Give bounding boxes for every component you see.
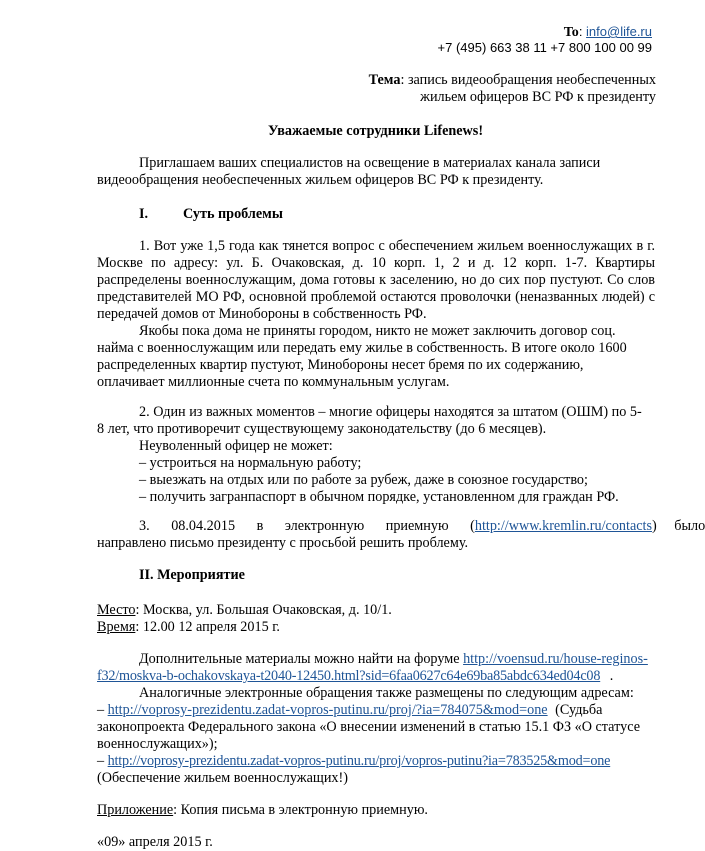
p3-line-2: 8 лет, что противоречит существующему законодательству (до 6 месяцев). bbox=[97, 421, 547, 437]
attachment-text: : Копия письма в электронную приемную. bbox=[173, 802, 428, 818]
link-a-desc-1: (Судьба bbox=[551, 702, 603, 718]
intro-line-1: Приглашаем ваших специалистов на освещение в материалах канала записи bbox=[139, 155, 601, 171]
more-end: . bbox=[606, 668, 614, 684]
more-line-2 bbox=[97, 668, 613, 685]
subject-text-2: жильем офицеров ВС РФ к президенту bbox=[420, 89, 656, 105]
intro-line-2: видеообращения необеспеченных жильем офицеров ВС РФ к президенту. bbox=[97, 172, 544, 188]
time-label: Время bbox=[97, 619, 136, 635]
place-label: Место bbox=[97, 602, 136, 618]
p2-line-2: найма с военнослужащим или передать ему жилье в собственность. В итоге около 1600 bbox=[97, 340, 627, 356]
link-a-line bbox=[97, 702, 602, 719]
voprosy-link-2[interactable]: http://voprosy-prezidentu.zadat-vopros-putinu.ru/proj/vopros-putinu?ia=783525&mod=one bbox=[107, 753, 611, 769]
p5-before: 3. 08.04.2015 в электронную приемную ( bbox=[139, 518, 475, 534]
p1-line: 1. Вот уже 1,5 года как тянется вопрос с обеспечением жильем военнослужащих в г. bbox=[139, 238, 655, 254]
subject-text-1: запись видеообращения необеспеченных bbox=[407, 72, 656, 88]
p1-last-line: передачей домов от Минобороны в собственность РФ. bbox=[97, 306, 427, 322]
section2-title: II. Мероприятие bbox=[139, 567, 245, 583]
restriction-item: – получить загранпаспорт в обычном порядке, установленном для граждан РФ. bbox=[139, 489, 619, 505]
p1-line: Москве по адресу: ул. Б. Очаковская, д. 10 корп. 1, 2 и д. 12 корп. 1-7. Квартиры bbox=[97, 255, 655, 271]
p1-line: представителей МО РФ, основной проблемой остаются проволочки (неназванных людей) с bbox=[97, 289, 655, 305]
p2-line-4: оплачивает миллионные счета по коммунальным услугам. bbox=[97, 374, 450, 390]
kremlin-link[interactable]: http://www.kremlin.ru/contacts bbox=[474, 518, 653, 534]
p5-after: ) было bbox=[652, 518, 705, 534]
letter-date: «09» апреля 2015 г. bbox=[97, 834, 213, 850]
link-b-dash: – bbox=[97, 753, 108, 769]
section1-number: I. bbox=[139, 206, 149, 222]
time-line bbox=[97, 619, 280, 636]
place-line bbox=[97, 602, 392, 619]
restriction-item: – устроиться на нормальную работу; bbox=[139, 455, 362, 471]
paragraph-1 bbox=[97, 238, 655, 306]
p2-line-3: распределенных квартир пустуют, Минобороны несет бремя по их содержанию, bbox=[97, 357, 584, 373]
more-text: Дополнительные материалы можно найти на форуме bbox=[139, 651, 464, 667]
greeting: Уважаемые сотрудники Lifenews! bbox=[268, 123, 484, 139]
link-a-desc-3: военнослужащих»); bbox=[97, 736, 218, 752]
to-line: To: info@life.ru bbox=[563, 24, 652, 40]
place-value: : Москва, ул. Большая Очаковская, д. 10/1. bbox=[135, 602, 392, 618]
attachment-label: Приложение bbox=[97, 802, 174, 818]
link-b-desc: (Обеспечение жильем военнослужащих!) bbox=[97, 770, 348, 786]
similar-text: Аналогичные электронные обращения также размещены по следующим адресам: bbox=[139, 685, 634, 701]
p5-line-1 bbox=[139, 518, 705, 535]
attachment-line bbox=[97, 802, 428, 819]
to-label: To bbox=[563, 25, 579, 40]
restriction-item: – выезжать на отдых или по работе за рубеж, даже в союзное государство; bbox=[139, 472, 588, 488]
section1-title: Суть проблемы bbox=[183, 206, 283, 222]
p2-line-1: Якобы пока дома не приняты городом, никто не может заключить договор соц. bbox=[139, 323, 616, 339]
phones: +7 (495) 663 38 11 +7 800 100 00 99 bbox=[437, 40, 652, 55]
link-b-line bbox=[97, 753, 610, 770]
p5-line-2: направлено письмо президенту с просьбой решить проблему. bbox=[97, 535, 469, 551]
p1-line: распределены военнослужащим, дома готовы к заселению, но до сих пор пустуют. Со слов bbox=[97, 272, 655, 288]
subject-line: Тема: запись видеообращения необеспеченных bbox=[368, 72, 656, 88]
to-email-link[interactable]: info@life.ru bbox=[586, 24, 652, 39]
subject-label: Тема bbox=[368, 72, 401, 88]
link-a-desc-2: законопроекта Федерального закона «О внесении изменений в статью 15.1 ФЗ «О статусе bbox=[97, 719, 640, 735]
time-value: : 12.00 12 апреля 2015 г. bbox=[135, 619, 280, 635]
p4-intro: Неуволенный офицер не может: bbox=[139, 438, 333, 454]
link-a-dash: – bbox=[97, 702, 108, 718]
forum-link-part-1[interactable]: http://voensud.ru/house-reginos- bbox=[463, 651, 648, 667]
voprosy-link-1[interactable]: http://voprosy-prezidentu.zadat-vopros-putinu.ru/proj/?ia=784075&mod=one bbox=[107, 702, 548, 718]
forum-link-part-2[interactable]: f32/moskva-b-ochakovskaya-t2040-12450.html?sid=6faa0627c64e69ba85abdc634ed04c08 bbox=[97, 668, 601, 684]
more-line-1 bbox=[139, 651, 648, 668]
p3-line-1: 2. Один из важных моментов – многие офицеры находятся за штатом (ОШМ) по 5- bbox=[139, 404, 642, 420]
